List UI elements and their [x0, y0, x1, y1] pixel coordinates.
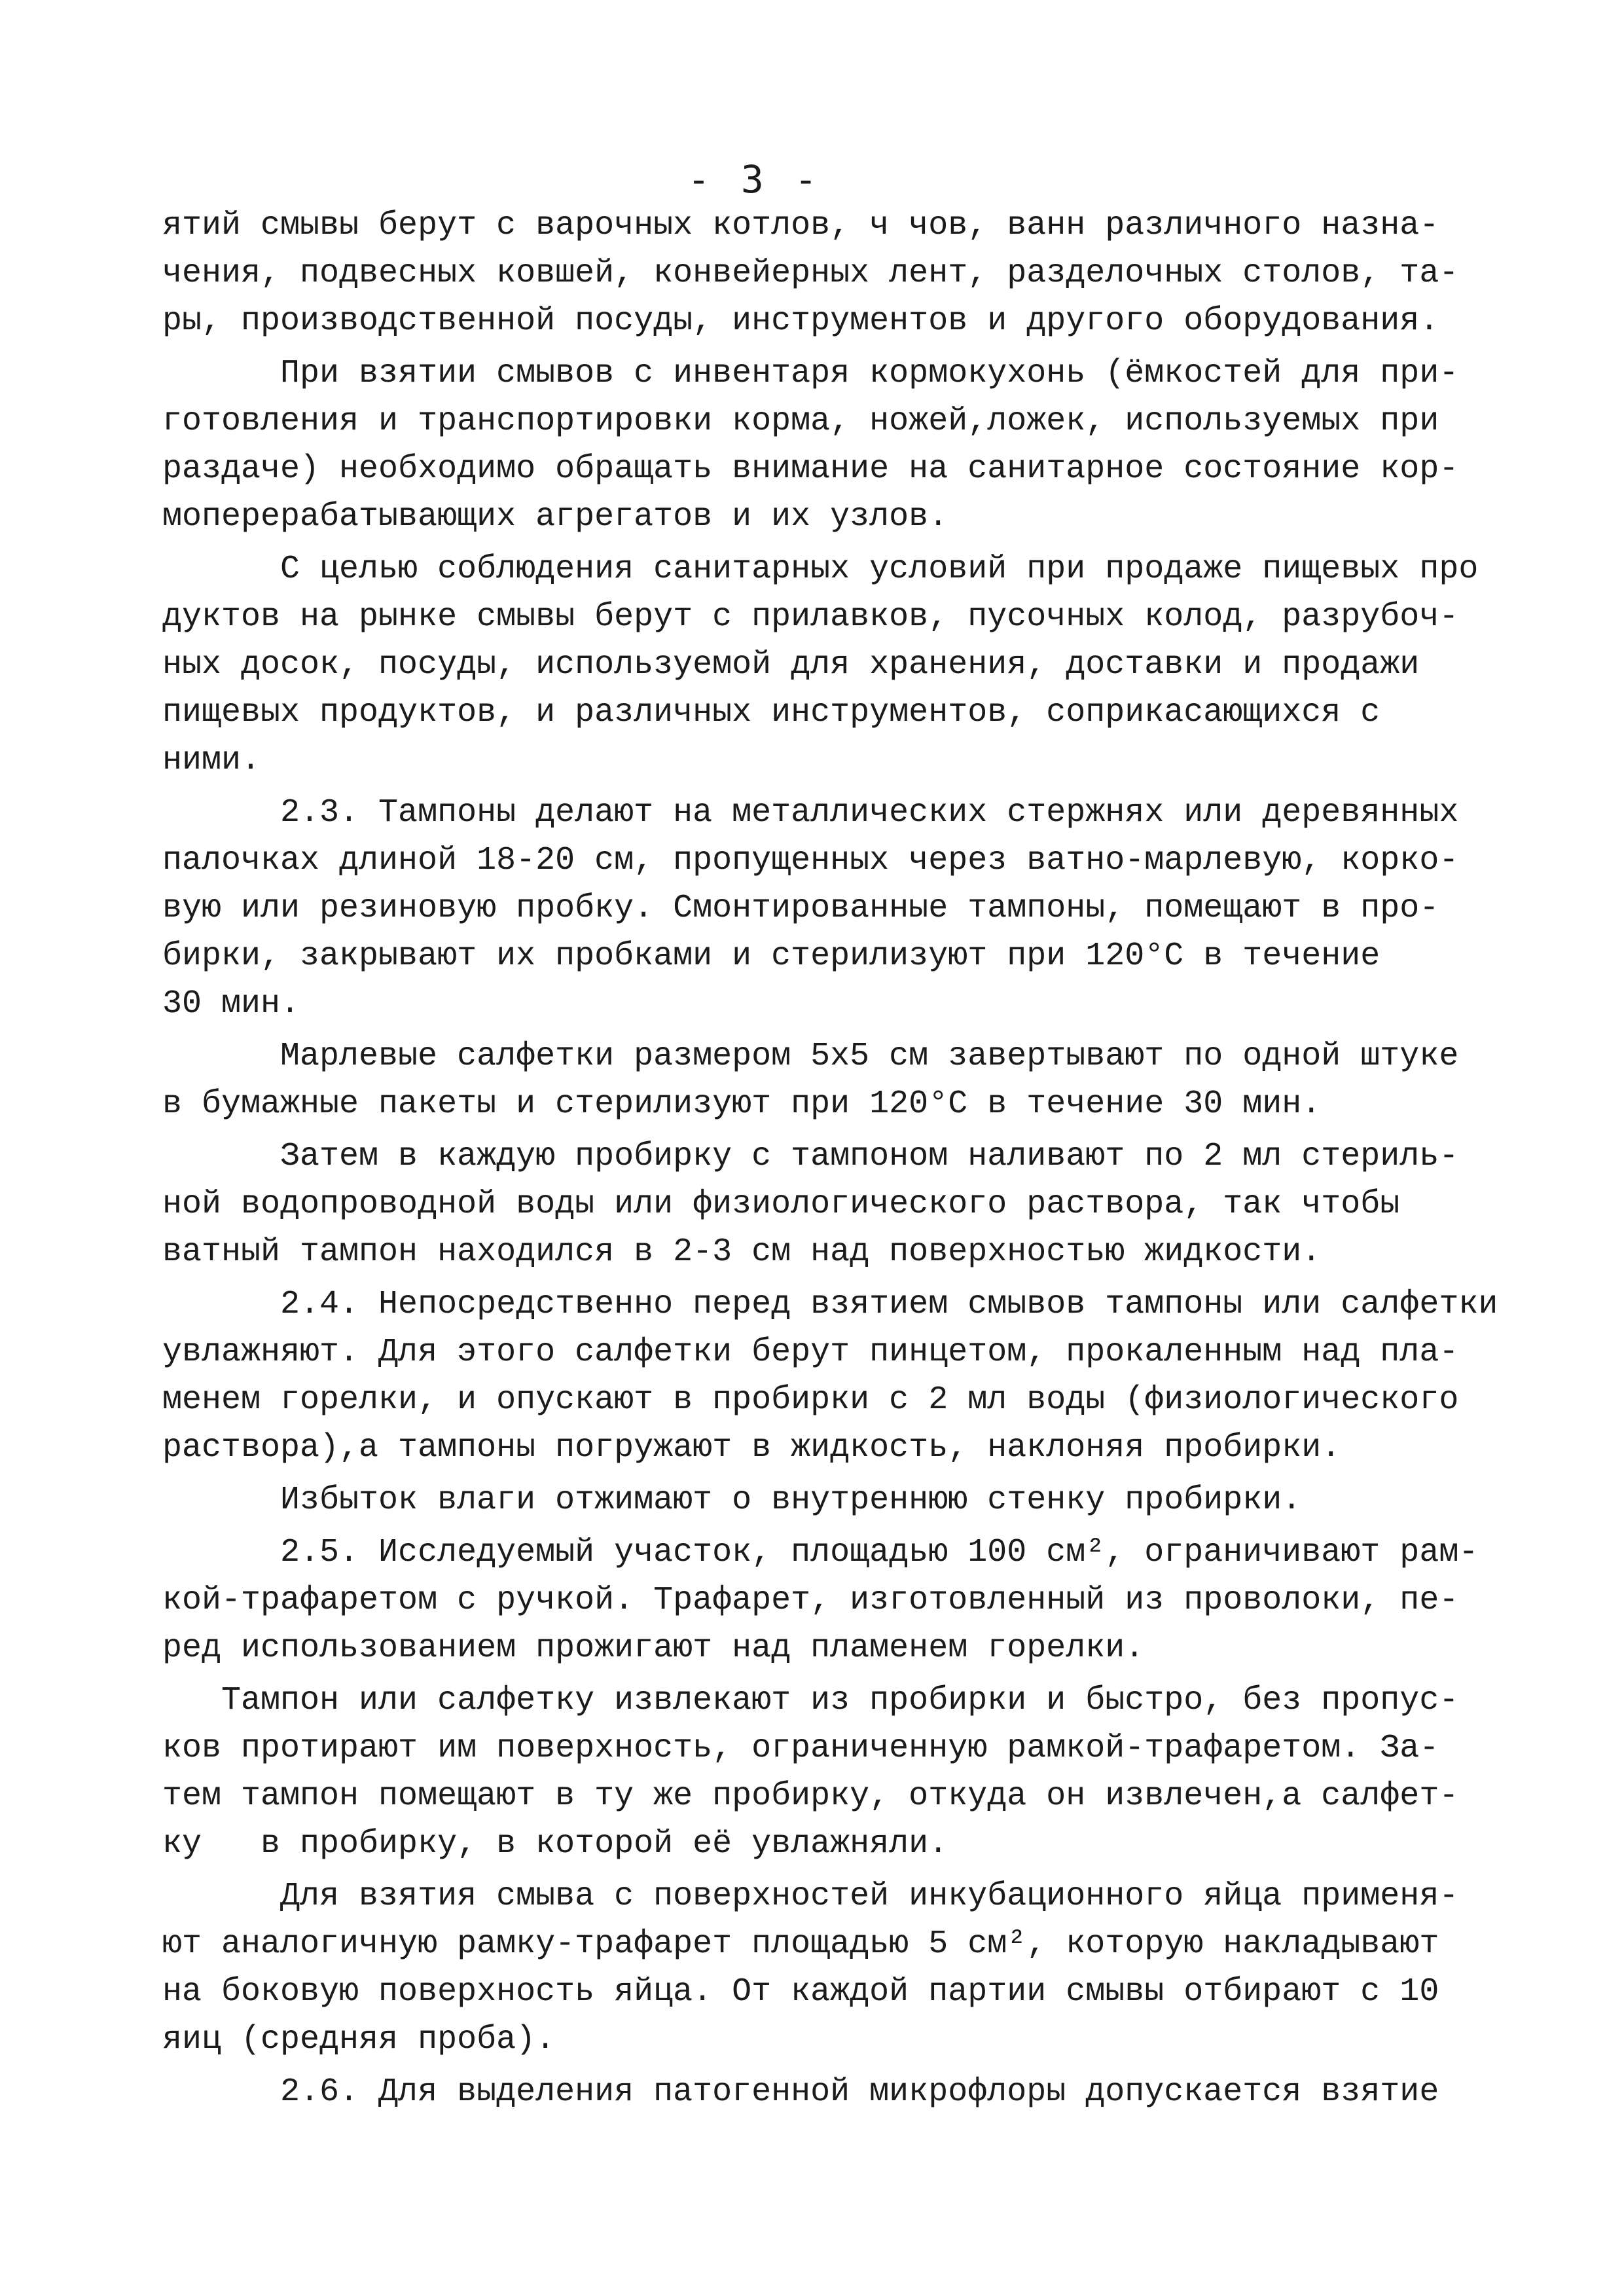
text-line: Марлевые салфетки размером 5х5 см завертывают по одной штуке	[162, 1038, 1459, 1075]
text-line: 30 мин.	[162, 985, 300, 1023]
text-line: кой-трафаретом с ручкой. Трафарет, изготовленный из проволоки, пе-	[162, 1582, 1459, 1619]
text-line: 2.3. Тампоны делают на металлических стержнях или деревянных	[162, 794, 1459, 831]
text-line: бирки, закрывают их пробками и стерилизуют при 120°С в течение	[162, 938, 1380, 975]
text-line: ных досок, посуды, используемой для хранения, доставки и продажи	[162, 646, 1420, 683]
text-line: С целью соблюдения санитарных условий при продаже пищевых про	[162, 551, 1479, 588]
text-line: Затем в каждую пробирку с тампоном наливают по 2 мл стериль-	[162, 1138, 1459, 1175]
text-line: 2.4. Непосредственно перед взятием смывов тампоны или салфетки	[162, 1286, 1498, 1323]
text-line: раздаче) необходимо обращать внимание на санитарное состояние кор-	[162, 450, 1459, 488]
text-line: ред использованием прожигают над пламенем горелки.	[162, 1630, 1145, 1667]
text-line: яиц (средняя проба).	[162, 2021, 556, 2058]
text-line: Тампон или салфетку извлекают из пробирки и быстро, без пропус-	[162, 1682, 1459, 1719]
text-line: раствора),а тампоны погружают в жидкость, наклоняя пробирки.	[162, 1429, 1341, 1467]
text-line: ятий смывы берут с варочных котлов, ч чов, ванн различного назна-	[162, 207, 1439, 244]
text-line: ют аналогичную рамку-трафарет площадью 5 см², которую накладывают	[162, 1925, 1439, 1963]
text-line: ку в пробирку, в которой её увлажняли.	[162, 1825, 948, 1863]
text-line: ков протирают им поверхность, ограниченную рамкой-трафаретом. За-	[162, 1730, 1439, 1767]
text-line: При взятии смывов с инвентаря кормокухонь (ёмкостей для при-	[162, 355, 1459, 392]
text-line: ры, производственной посуды, инструментов и другого оборудования.	[162, 302, 1439, 340]
page-number: - 3 -	[687, 157, 821, 202]
text-line: увлажняют. Для этого салфетки берут пинцетом, прокаленным над пла-	[162, 1334, 1459, 1371]
text-line: Для взятия смыва с поверхностей инкубационного яйца применя-	[162, 1878, 1459, 1915]
text-line: ной водопроводной воды или физиологического раствора, так чтобы	[162, 1186, 1400, 1223]
text-line: 2.6. Для выделения патогенной микрофлоры допускается взятие	[162, 2073, 1439, 2111]
text-line: тем тампон помещают в ту же пробирку, откуда он извлечен,а салфет-	[162, 1777, 1459, 1815]
text-line: менем горелки, и опускают в пробирки с 2 мл воды (физиологического	[162, 1381, 1459, 1419]
text-line: вую или резиновую пробку. Смонтированные тампоны, помещают в про-	[162, 890, 1439, 927]
text-line: моперерабатывающих агрегатов и их узлов.	[162, 498, 948, 536]
text-line: дуктов на рынке смывы берут с прилавков, пусочных колод, разрубоч-	[162, 598, 1459, 636]
text-line: в бумажные пакеты и стерилизуют при 120°С в течение 30 мин.	[162, 1085, 1322, 1123]
text-line: ватный тампон находился в 2-3 см над поверхностью жидкости.	[162, 1233, 1322, 1271]
text-line: 2.5. Исследуемый участок, площадью 100 см², ограничивают рам-	[162, 1534, 1479, 1571]
text-line: Избыток влаги отжимают о внутреннюю стенку пробирки.	[162, 1482, 1302, 1519]
text-line: на боковую поверхность яйца. От каждой партии смывы отбирают с 10	[162, 1973, 1439, 2011]
text-line: палочках длиной 18-20 см, пропущенных через ватно-марлевую, корко-	[162, 842, 1459, 879]
text-line: ними.	[162, 742, 261, 779]
text-line: пищевых продуктов, и различных инструментов, соприкасающихся с	[162, 694, 1380, 731]
text-line: готовления и транспортировки корма, ножей,ложек, используемых при	[162, 403, 1439, 440]
text-line: чения, подвесных ковшей, конвейерных лент, разделочных столов, та-	[162, 255, 1459, 292]
